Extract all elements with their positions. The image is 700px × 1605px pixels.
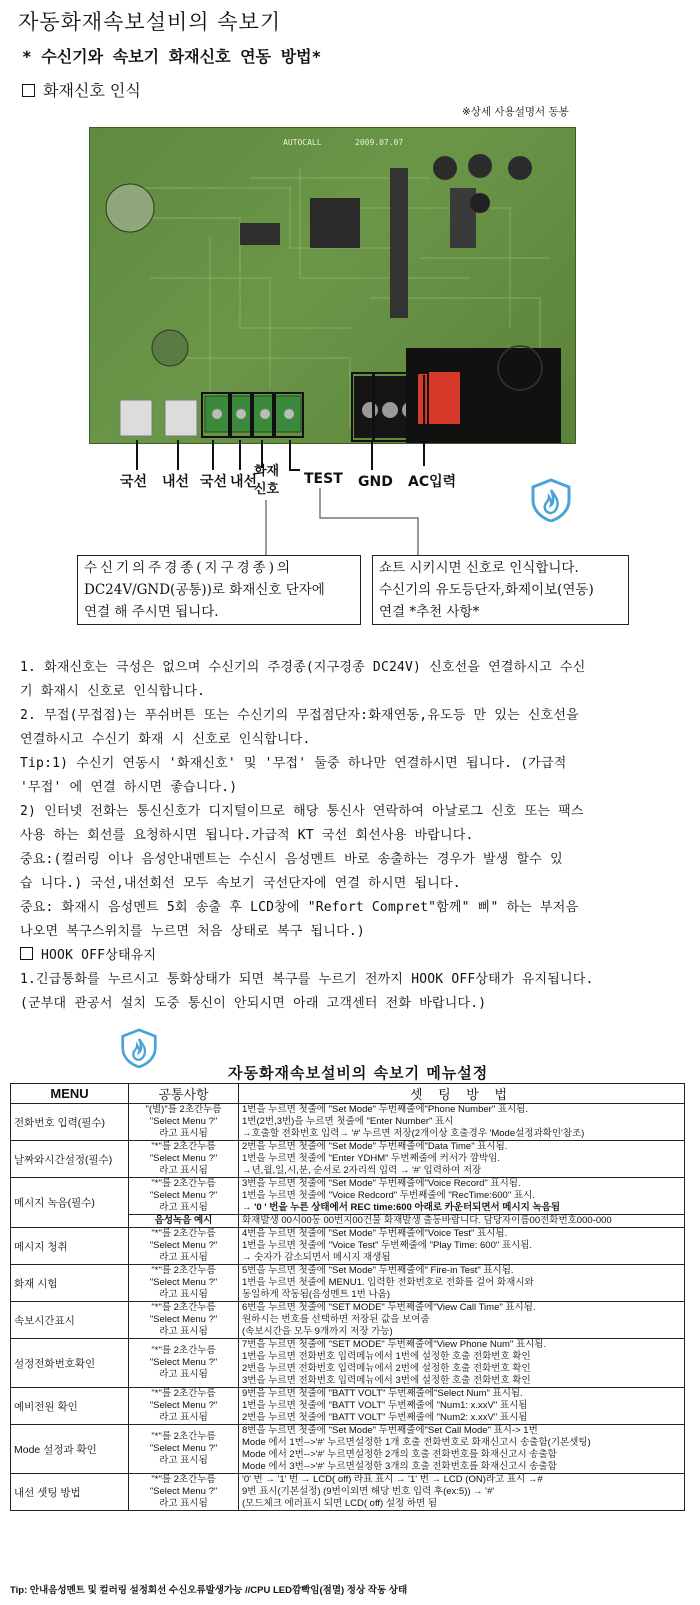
common-line: 라고 표시됨	[159, 1455, 208, 1466]
common-cell	[129, 1425, 239, 1474]
common-line: "*"를 2초간누름	[151, 1388, 216, 1399]
page-subtitle: * 수신기와 속보기 화재신호 연동 방법*	[22, 47, 322, 66]
callout-fire-signal	[77, 555, 361, 625]
setting-line: →호출할 전화번호 입력→ '#' 누르면 저장(2개이상 호출경우 'Mode설정과확인'참조)	[242, 1128, 585, 1139]
menu-name-cell: 메시지 녹음(필수)	[11, 1178, 129, 1228]
setting-line: 6번을 누르면 첫줄에 "SET MODE" 두번째줄에"View Call Time" 표시됨.	[242, 1302, 536, 1313]
common-line: "*"를 2초간누름	[151, 1228, 216, 1239]
setting-cell	[239, 1215, 685, 1228]
table-row	[11, 1302, 685, 1339]
common-line: 라고 표시됨	[159, 1202, 208, 1213]
common-cell	[129, 1178, 239, 1215]
table-row	[11, 1141, 685, 1178]
common-line: "*"를 2초간누름	[151, 1265, 216, 1276]
common-cell	[129, 1302, 239, 1339]
setting-line: 5번을 누르면 첫줄에 "Set Mode" 두번째줄에" Fire-in Test" 표시됨.	[242, 1265, 514, 1276]
setting-cell	[239, 1141, 685, 1178]
para-line: 2. 무접(무접점)는 푸쉬버튼 또는 수신기의 무접점단자:화재연동,유도등 만 있는 신호선을	[20, 708, 579, 723]
manual-note: ※상세 사용설명서 동봉	[462, 106, 569, 118]
instructions	[20, 656, 685, 1016]
common-line: "(별)"를 2초간누름	[145, 1104, 222, 1115]
common-line: 라고 표시됨	[159, 1252, 208, 1263]
common-line: 라고 표시됨	[159, 1326, 208, 1337]
setting-line: 9번을 누르면 첫줄에 "BATT VOLT" 두번째줄에"Select Num" 표시됨.	[242, 1388, 523, 1399]
callout-test	[372, 555, 629, 625]
table-row	[11, 1178, 685, 1215]
common-line: "Select Menu ?"	[149, 1443, 218, 1454]
setting-line: 1번을 누르면 첫줄에 "BATT VOLT" 두번째줄에 "Num1: x.xxV" 표시됨	[242, 1400, 528, 1411]
table-row	[11, 1104, 685, 1141]
setting-line: 원하시는 번호를 선택하면 저장된 값을 보여줌	[242, 1314, 430, 1325]
table-row	[11, 1474, 685, 1511]
setting-line: 1번을 누르면 첫줄에 "Voice Test" 두번째줄에 "Play Time: 600" 표시됨.	[242, 1240, 533, 1251]
page-title: 자동화재속보설비의 속보기	[18, 10, 282, 34]
common-line: "Select Menu ?"	[149, 1357, 218, 1368]
callout-left-line-1: 수신기의주경종(지구경종)의	[84, 560, 294, 576]
chip	[310, 198, 360, 248]
pcb-date-label: 2009.07.07	[355, 138, 404, 147]
setting-line: 1번을 누르면 첫줄에 MENU1. 입력한 전화번호로 전화를 걸어 화재시와	[242, 1277, 534, 1288]
setting-line: Mode 에서 1번-->'#' 누르면설정한 1개 호출 전화번호로 화재신고시 송출함(기본셋팅)	[242, 1437, 591, 1448]
common-cell	[129, 1339, 239, 1388]
checkbox-square-icon	[22, 84, 35, 97]
common-line: 라고 표시됨	[159, 1289, 208, 1300]
common-cell	[129, 1265, 239, 1302]
common-line: 음성녹음 예시	[154, 1215, 213, 1226]
common-line: 라고 표시됨	[159, 1498, 208, 1509]
setting-cell	[239, 1474, 685, 1511]
table-row	[11, 1265, 685, 1302]
setting-line: 1번을 누르면 전화번호 입력메뉴에서 1번에 설정한 호출 전화번호 확인	[242, 1351, 531, 1362]
table-row	[11, 1228, 685, 1265]
pcb-photo	[89, 127, 576, 444]
footer-tip: Tip: 안내음성멘트 및 컬러링 설정회선 수신오류발생가능 //CPU LED깜빡임(점멸) 정상 작동 상태	[10, 1585, 408, 1596]
para-line: 2) 인터넷 전화는 통신신호가 디지털이므로 해당 통신사 연락하여 아날로그 신호 또는 팩스	[20, 804, 584, 819]
menu-name-cell: 날짜와시간설정(필수)	[11, 1141, 129, 1178]
common-line: "Select Menu ?"	[149, 1314, 218, 1325]
callout-left-line-2: DC24V/GND(공통))로 화재신호 단자에	[84, 582, 325, 598]
common-line: "*"를 2초간누름	[151, 1141, 216, 1152]
setting-line: 1번을 누르면 첫줄에 "Enter YDHM" 두번째줄에 커서가 깜박임.	[242, 1153, 501, 1164]
menu-name-cell: 화재 시험	[11, 1265, 129, 1302]
common-line: "*"를 2초간누름	[151, 1302, 216, 1313]
common-line: "*"를 2초간누름	[151, 1474, 216, 1485]
setting-line: 9번 표시(기본설정) (9번이외면 해당 번호 입력 후(ex:5)) → '#'	[242, 1486, 495, 1497]
para-line: '무접' 에 연결 하시면 좋습니다.)	[20, 780, 238, 795]
setting-line: 2번을 누르면 전화번호 입력메뉴에서 2번에 설정한 호출 전화번호 확인	[242, 1363, 531, 1374]
table-row	[11, 1388, 685, 1425]
section-heading-text: 화재신호 인식	[43, 81, 141, 100]
setting-line: 8번을 누르면 첫줄에 "Set Mode" 두번째줄에"Set Call Mode" 표시-> 1번	[242, 1425, 538, 1436]
col-header-setting: 셋 팅 방 법	[239, 1084, 685, 1104]
label-ext-1: 내선	[162, 474, 190, 490]
pcb-brand-label: AUTOCALL	[283, 138, 322, 147]
common-cell	[129, 1474, 239, 1511]
common-line: "Select Menu ?"	[149, 1240, 218, 1251]
para-line: Tip:1) 수신기 연동시 '화재신호' 및 '무접' 둘중 하나만 연결하시면 됩니다. (가급적	[20, 756, 567, 771]
setting-line: →년,월,일,시,분, 순서로 2자리씩 입력 → '#' 입력하여 저장	[242, 1165, 482, 1176]
common-cell	[129, 1388, 239, 1425]
col-header-common: 공통사항	[129, 1084, 239, 1104]
para-line: (군부대 관공서 설치 도중 통신이 안되시면 아래 고객센터 전화 바랍니다.)	[20, 996, 487, 1011]
common-line: "*"를 2초간누름	[151, 1178, 216, 1189]
callout-left-line-3: 연결 해 주시면 됩니다.	[84, 604, 219, 620]
callout-right-line-3: 연결 *추천 사항*	[379, 604, 480, 620]
setting-line: 1번(2번,3번)을 누르면 첫줄에 "Enter Number" 표시	[242, 1116, 454, 1127]
setting-cell	[239, 1388, 685, 1425]
menu-name-cell: 속보시간표시	[11, 1302, 129, 1339]
setting-line: 화재발생 00시00동 00번지00건물 화재발생 출동바랍니다. 담당자이름00전화번호000-000	[242, 1215, 612, 1226]
menu-name-cell: 전화번호 입력(필수)	[11, 1104, 129, 1141]
label-fire-signal-a: 화재	[254, 464, 280, 479]
para-line: 1.긴급통화를 누르시고 통화상태가 되면 복구를 누르기 전까지 HOOK OFF상태가 유지됩니다.	[20, 972, 594, 987]
para-line: 나오면 복구스위치를 누르면 처음 상태로 복구 됩니다.)	[20, 924, 365, 939]
label-line-1: 국선	[120, 474, 148, 490]
setting-line: → 숫자가 감소되면서 메시지 재생됨	[242, 1252, 391, 1263]
label-line-2: 국선	[200, 474, 228, 490]
table-row	[11, 1425, 685, 1474]
label-ac-input: AC입력	[408, 474, 457, 490]
setting-cell	[239, 1265, 685, 1302]
label-ext-2: 내선	[230, 474, 258, 490]
common-cell	[129, 1141, 239, 1178]
label-fire-signal-b: 신호	[254, 482, 280, 497]
common-cell	[129, 1228, 239, 1265]
table-row	[11, 1339, 685, 1388]
section-heading	[22, 78, 141, 101]
common-line: "Select Menu ?"	[149, 1486, 218, 1497]
setting-line: 2번을 누르면 첫줄에 "Set Mode" 두번째줄에"Data Time" 표시됨.	[242, 1141, 508, 1152]
label-test: TEST	[304, 471, 343, 487]
setting-cell	[239, 1178, 685, 1215]
para-line: 중요: 화재시 음성멘트 5회 송출 후 LCD창에 "Refort Compret"함께" 삐" 하는 부저음	[20, 900, 579, 915]
pcb-illustration	[90, 128, 576, 444]
setting-line: Mode 에서 2번-->'#' 누르면설정한 2개의 호출 전화번호를 화재신고시 송출함	[242, 1449, 557, 1460]
menu-name-cell: 설정전화번호확인	[11, 1339, 129, 1388]
col-header-menu: MENU	[11, 1084, 129, 1104]
setting-cell	[239, 1228, 685, 1265]
setting-cell	[239, 1425, 685, 1474]
common-cell	[129, 1104, 239, 1141]
common-line: "Select Menu ?"	[149, 1116, 218, 1127]
menu-name-cell: 예비전원 확인	[11, 1388, 129, 1425]
menu-table-body	[11, 1104, 685, 1511]
common-line: "*"를 2초간누름	[151, 1431, 216, 1442]
menu-table-title: 자동화재속보설비의 속보기 메뉴설정	[228, 1064, 489, 1082]
label-gnd: GND	[358, 474, 393, 490]
menu-name-cell: 내선 셋팅 방법	[11, 1474, 129, 1511]
para-line: 사용 하는 회선를 요청하시면 됩니다.가급적 KT 국선 회선사용 바랍니다.	[20, 828, 474, 843]
setting-line: → '0 ' 번을 누른 상태에서 REC time:600 아래로 카운터되면서 메시지 녹음됨	[242, 1202, 561, 1213]
setting-line: 3번을 누르면 전화번호 입력메뉴에서 3번에 설정한 호출 전화번호 확인	[242, 1375, 531, 1386]
setting-line: 동일하게 작동됨(음성멘트 1번 나옴)	[242, 1289, 391, 1300]
setting-line: 4번을 누르면 첫줄에 "Set Mode" 두번째줄에"Voice Test" 표시됨.	[242, 1228, 508, 1239]
common-line: "Select Menu ?"	[149, 1153, 218, 1164]
setting-line: (속보시간을 모두 9개까지 저장 가능)	[242, 1326, 393, 1337]
common-line: 라고 표시됨	[159, 1369, 208, 1380]
checkbox-square-icon	[20, 947, 33, 960]
para-line: 연결하시고 수신기 화재 시 신호로 인식합니다.	[20, 732, 311, 747]
menu-settings-table	[10, 1083, 685, 1511]
common-line: "Select Menu ?"	[149, 1400, 218, 1411]
setting-cell	[239, 1302, 685, 1339]
setting-line: 1번을 누르면 첫줄에 "Voice Redcord" 두번째줄에 "RecTime:600" 표시.	[242, 1190, 535, 1201]
setting-line: Mode 에서 3번-->'#' 누르면설정한 3개의 호출 전화번호를 화재신고시 송출함	[242, 1461, 557, 1472]
setting-line: '0' 번 → '1' 번 → LCD( off) 라표 표시 → '1' 번 → LCD (ON)라고 표시 →#	[242, 1474, 543, 1485]
common-line: "Select Menu ?"	[149, 1277, 218, 1288]
para-line: 습 니다.) 국선,내선회선 모두 속보기 국선단자에 연결 하시면 됩니다.	[20, 876, 461, 891]
fire-shield-icon	[120, 1028, 158, 1068]
common-cell	[129, 1215, 239, 1228]
setting-line: 1번을 누르면 첫줄에 "Set Mode" 두번째줄에"Phone Number" 표시됨.	[242, 1104, 529, 1115]
menu-name-cell: Mode 설정과 확인	[11, 1425, 129, 1474]
para-line: 1. 화재신호는 극성은 없으며 수신기의 주경종(지구경종 DC24V) 신호선을 연결하시고 수신	[20, 660, 586, 675]
setting-cell	[239, 1339, 685, 1388]
hook-heading: HOOK OFF상태유지	[20, 944, 685, 968]
callout-right-line-2: 수신기의 유도등단자,화제이보(연동)	[379, 582, 594, 598]
common-line: 라고 표시됨	[159, 1412, 208, 1423]
para-line: 중요:(컬러링 이나 음성안내멘트는 수신시 음성멘트 바로 송출하는 경우가 발생 할수 있	[20, 852, 563, 867]
callout-right-line-1: 쇼트 시키시면 신호로 인식합니다.	[379, 560, 579, 576]
setting-line: (모드체크 에러표시 되면 LCD( off) 설정 하면 됨	[242, 1498, 438, 1509]
setting-line: 2번을 누르면 첫줄에 "BATT VOLT" 두번째줄에 "Num2: x.xxV" 표시됨	[242, 1412, 528, 1423]
setting-line: 7번을 누르면 첫줄에 "SET MODE" 두번째줄에"View Phone Num" 표시됨.	[242, 1339, 547, 1350]
menu-name-cell: 메시지 청취	[11, 1228, 129, 1265]
common-line: "Select Menu ?"	[149, 1190, 218, 1201]
setting-cell	[239, 1104, 685, 1141]
photo-labels	[0, 466, 700, 506]
common-line: "*"를 2초간누름	[151, 1345, 216, 1356]
setting-line: 3번을 누르면 첫줄에 "Set Mode" 두번째줄에"Voice Record" 표시됨.	[242, 1178, 521, 1189]
para-line: 기 화재시 신호로 인식합니다.	[20, 684, 206, 699]
fire-shield-icon	[530, 478, 572, 522]
common-line: 라고 표시됨	[159, 1165, 208, 1176]
common-line: 라고 표시됨	[159, 1128, 208, 1139]
